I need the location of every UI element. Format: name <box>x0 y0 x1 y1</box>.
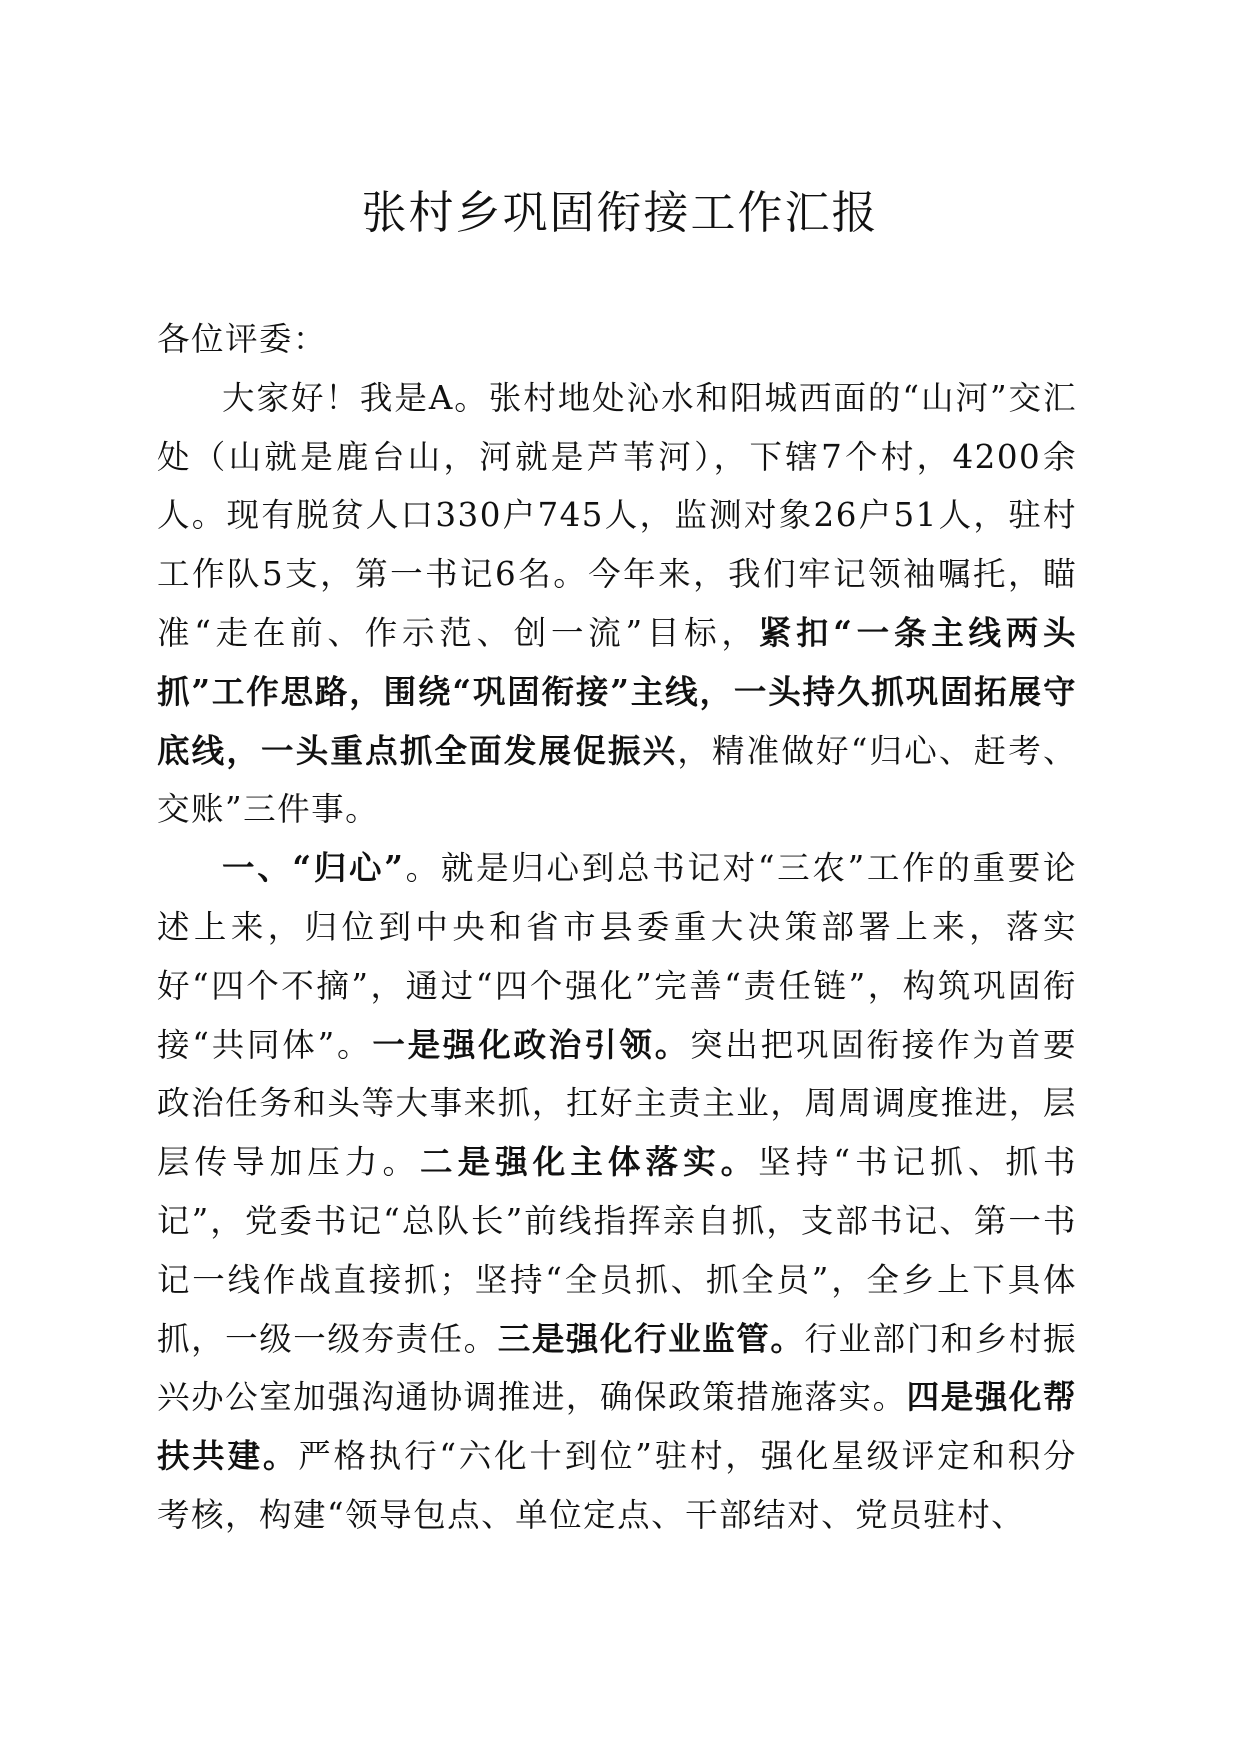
intro-emphasis: 紧扣“一条主线两头抓”工作思路，围绕“巩固衔接”主线，一头持久抓巩固拓展守底线，一头重点抓全面发展促振兴 <box>157 612 1077 770</box>
section-one-paragraph <box>157 839 1077 1545</box>
intro-tail: ，精准做好“归心、赶考、交账”三件事。 <box>157 731 1077 829</box>
section-one-heading: 一、“归心” <box>222 848 405 888</box>
item-three-text: 行业部门和乡村振兴办公室加强沟通协调推进，确保政策措施落实。 <box>157 1319 1077 1417</box>
intro-paragraph <box>157 369 1077 839</box>
salutation: 各位评委： <box>157 320 328 358</box>
intro-text: 大家好！我是A。张村地处沁水和阳城西面的“山河”交汇处（山就是鹿台山，河就是芦苇河），下辖7个村，4200余人。现有脱贫人口330户745人，监测对象26户51人，驻村工作队5支，第一书记6名。今年来，我们牢记领袖嘱托，瞄准“走在前、作示范、创一流”目标， <box>157 378 1077 652</box>
document-title: 张村乡巩固衔接工作汇报 <box>361 186 879 239</box>
item-two-text: 坚持“书记抓、抓书记”，党委书记“总队长”前线指挥亲自抓，支部书记、第一书记一线作战直接抓；坚持“全员抓、抓全员”，全乡上下具体抓，一级一级夯责任。 <box>157 1143 1077 1358</box>
item-one-heading: 一是强化政治引领。 <box>372 1024 690 1064</box>
item-four-heading: 四是强化帮扶共建。 <box>157 1377 1077 1476</box>
section-one-intro: 。就是归心到总书记对“三农”工作的重要论述上来，归位到中央和省市县委重大决策部署上来，落实好“四个不摘”，通过“四个强化”完善“责任链”，构筑巩固衔接“共同体”。 <box>157 849 1077 1064</box>
item-two-heading: 二是强化主体落实。 <box>420 1142 759 1182</box>
item-one-text: 突出把巩固衔接作为首要政治任务和头等大事来抓，扛好主责主业，周周调度推进，层层传导加压力。 <box>157 1025 1077 1182</box>
item-four-text: 严格执行“六化十到位”驻村，强化星级评定和积分考核，构建“领导包点、单位定点、干部结对、党员驻村、 <box>157 1437 1077 1534</box>
document-body <box>157 310 1077 1545</box>
item-three-heading: 三是强化行业监管。 <box>497 1318 805 1358</box>
